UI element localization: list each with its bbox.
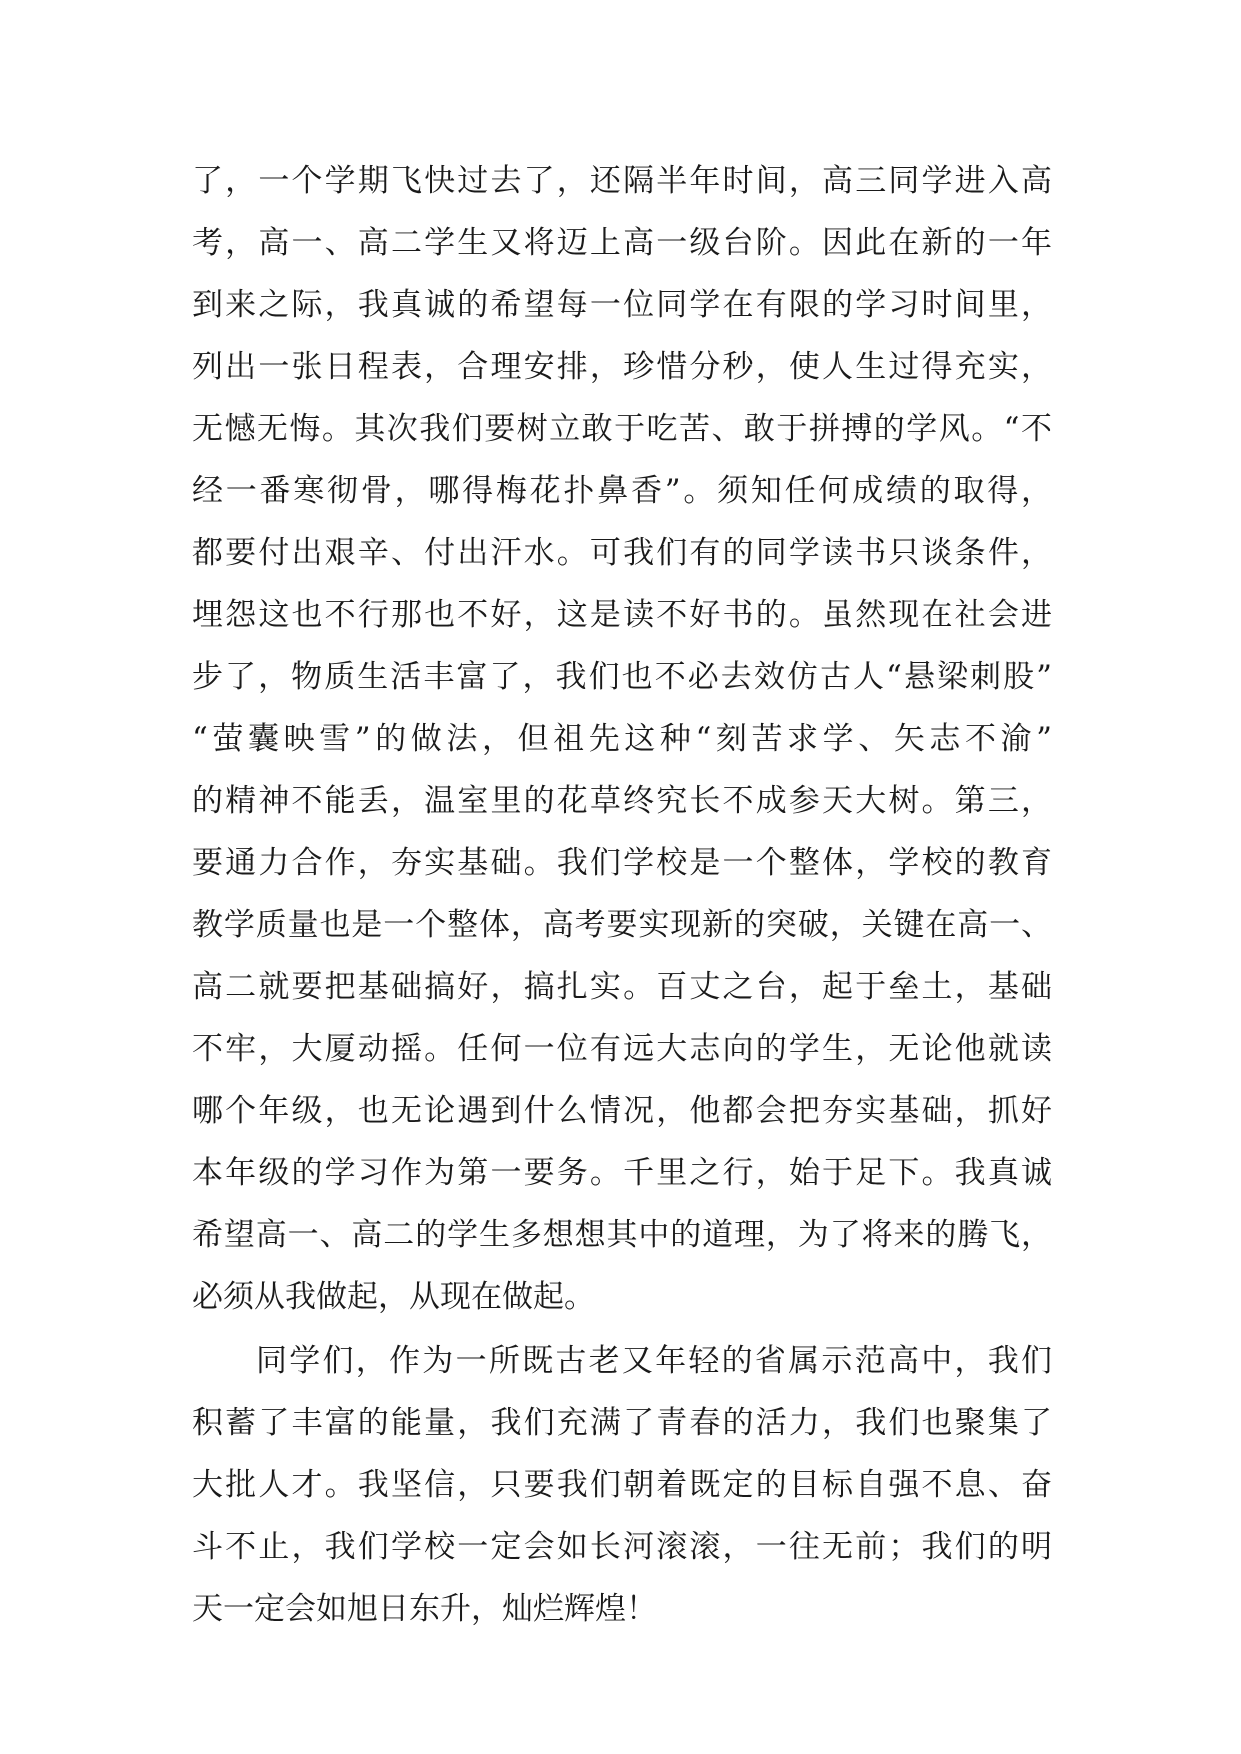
text-line: 教学质量也是一个整体，高考要实现新的突破，关键在高一、 xyxy=(192,907,1052,943)
document-body xyxy=(192,150,1052,1640)
text-line: 本年级的学习作为第一要务。千里之行，始于足下。我真诚 xyxy=(192,1155,1052,1191)
text-line: 天一定会如旭日东升，灿烂辉煌！ xyxy=(192,1591,657,1627)
paragraph-1 xyxy=(192,150,1052,1328)
text-line: 考，高一、高二学生又将迈上高一级台阶。因此在新的一年 xyxy=(192,225,1052,261)
text-line: 列出一张日程表，合理安排，珍惜分秒，使人生过得充实， xyxy=(192,349,1052,385)
text-line: 了，一个学期飞快过去了，还隔半年时间，高三同学进入高 xyxy=(192,163,1052,199)
text-line: 大批人才。我坚信，只要我们朝着既定的目标自强不息、奋 xyxy=(192,1467,1052,1503)
text-line: 哪个年级，也无论遇到什么情况，他都会把夯实基础，抓好 xyxy=(192,1093,1052,1129)
paragraph-2 xyxy=(192,1330,1052,1640)
text-line: 无憾无悔。其次我们要树立敢于吃苦、敢于拼搏的学风。“不 xyxy=(192,411,1052,447)
text-line: 埋怨这也不行那也不好，这是读不好书的。虽然现在社会进 xyxy=(192,597,1052,633)
text-line: 经一番寒彻骨，哪得梅花扑鼻香”。须知任何成绩的取得， xyxy=(192,473,1052,509)
text-line: 斗不止，我们学校一定会如长河滚滚，一往无前；我们的明 xyxy=(192,1529,1052,1565)
text-line: 希望高一、高二的学生多想想其中的道理，为了将来的腾飞， xyxy=(192,1217,1052,1253)
text-line: 步了，物质生活丰富了，我们也不必去效仿古人“悬梁刺股” xyxy=(192,659,1052,695)
text-line: 到来之际，我真诚的希望每一位同学在有限的学习时间里， xyxy=(192,287,1052,323)
text-line: 必须从我做起，从现在做起。 xyxy=(192,1279,595,1315)
text-line: 要通力合作，夯实基础。我们学校是一个整体，学校的教育 xyxy=(192,845,1052,881)
text-line: 高二就要把基础搞好，搞扎实。百丈之台，起于垒土，基础 xyxy=(192,969,1052,1005)
text-line: 的精神不能丢，温室里的花草终究长不成参天大树。第三， xyxy=(192,783,1052,819)
text-line: 都要付出艰辛、付出汗水。可我们有的同学读书只谈条件， xyxy=(192,535,1052,571)
text-line: 积蓄了丰富的能量，我们充满了青春的活力，我们也聚集了 xyxy=(192,1405,1052,1441)
text-line: 同学们，作为一所既古老又年轻的省属示范高中，我们 xyxy=(256,1343,1052,1379)
text-line: “萤囊映雪”的做法，但祖先这种“刻苦求学、矢志不渝” xyxy=(192,721,1052,757)
text-line: 不牢，大厦动摇。任何一位有远大志向的学生，无论他就读 xyxy=(192,1031,1052,1067)
